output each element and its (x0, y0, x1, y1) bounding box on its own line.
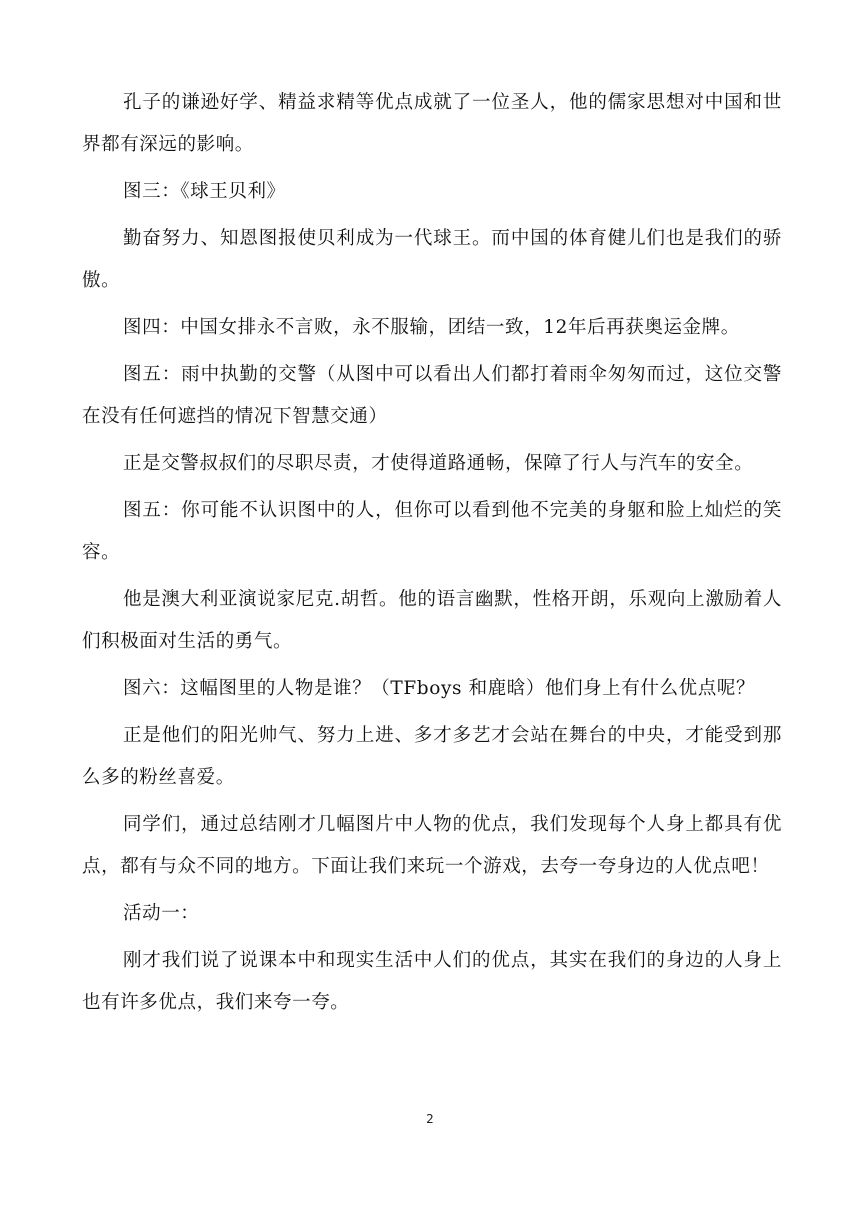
paragraph: 图六：这幅图里的人物是谁？（TFboys 和鹿晗）他们身上有什么优点呢？ (123, 678, 756, 699)
page-number: 2 (426, 1112, 434, 1126)
paragraph: 同学们，通过总结刚才几幅图片中人物的优点，我们发现每个人身上都具有优点，都有与众不同的地方。下面让我们来玩一个游戏，去夸一夸身边的人优点吧！ (82, 814, 782, 877)
paragraph: 孔子的谦逊好学、精益求精等优点成就了一位圣人，他的儒家思想对中国和世界都有深远的影响。 (82, 92, 782, 155)
paragraph: 图四：中国女排永不言败，永不服输，团结一致，12年后再获奥运金牌。 (123, 317, 740, 338)
paragraph: 他是澳大利亚演说家尼克.胡哲。他的语言幽默，性格开朗，乐观向上激励着人们积极面对生活的勇气。 (82, 589, 782, 652)
paragraph: 正是他们的阳光帅气、努力上进、多才多艺才会站在舞台的中央，才能受到那么多的粉丝喜爱。 (82, 725, 782, 788)
paragraph: 刚才我们说了说课本中和现实生活中人们的优点，其实在我们的身边的人身上也有许多优点，我们来夸一夸。 (82, 950, 782, 1013)
paragraph: 正是交警叔叔们的尽职尽责，才使得道路通畅，保障了行人与汽车的安全。 (123, 453, 754, 474)
paragraph: 图三：《球王贝利》 (123, 181, 286, 202)
paragraph: 活动一： (123, 903, 200, 924)
paragraph: 图五：雨中执勤的交警（从图中可以看出人们都打着雨伞匆匆而过，这位交警在没有任何遮挡的情况下智慧交通） (82, 364, 782, 427)
body-text (82, 82, 782, 1029)
paragraph: 勤奋努力、知恩图报使贝利成为一代球王。而中国的体育健儿们也是我们的骄傲。 (82, 228, 782, 291)
paragraph: 图五：你可能不认识图中的人，但你可以看到他不完美的身躯和脸上灿烂的笑容。 (82, 500, 782, 563)
